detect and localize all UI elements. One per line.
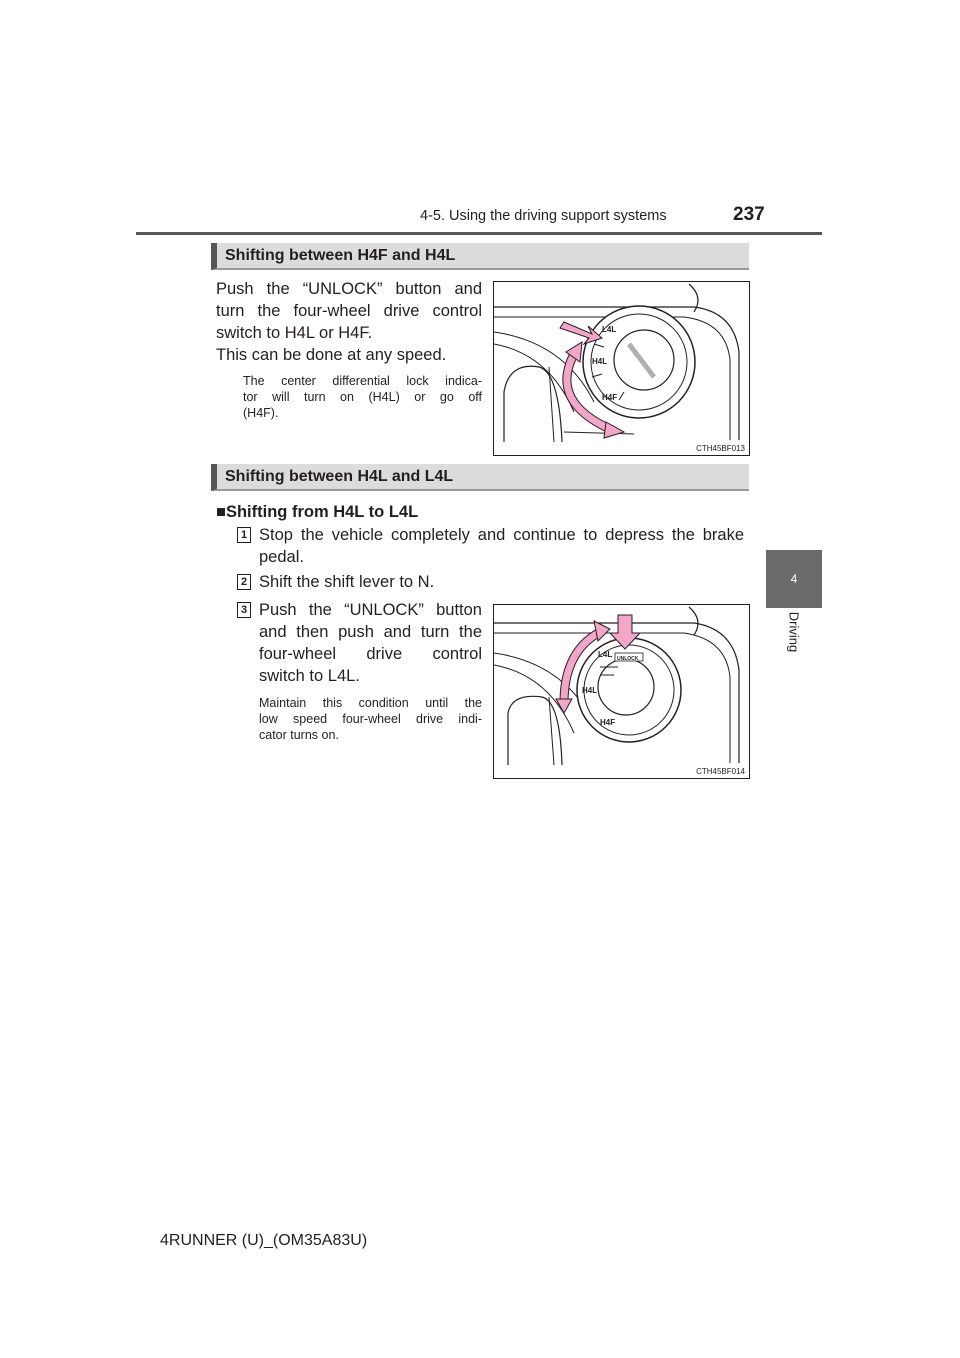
section1-note xyxy=(243,373,482,421)
paragraph-line: Push the “UNLOCK” button and xyxy=(216,280,482,298)
dial-illustration xyxy=(494,605,749,765)
step3-line: four-wheel drive control xyxy=(259,645,482,663)
step-number-3: 3 xyxy=(237,602,251,618)
dial-label-h4f: H4F xyxy=(602,393,618,402)
step3-line: switch to L4L. xyxy=(259,667,360,685)
step-number-1: 1 xyxy=(237,527,251,543)
chapter-tab xyxy=(766,550,822,608)
paragraph-line: This can be done at any speed. xyxy=(216,346,447,364)
step1-line: pedal. xyxy=(259,548,304,566)
note-line: (H4F). xyxy=(243,406,279,420)
dial-illustration xyxy=(494,282,749,442)
section1-paragraph xyxy=(216,278,482,366)
figure-h4f-h4l xyxy=(493,281,750,456)
page-number: 237 xyxy=(733,204,765,225)
step-number-2: 2 xyxy=(237,574,251,590)
paragraph-line: turn the four-wheel drive control xyxy=(216,302,482,320)
step3-note xyxy=(259,695,482,743)
step3-line: Push the “UNLOCK” button xyxy=(259,601,482,619)
step3-text xyxy=(259,599,482,687)
step2-text: Shift the shift lever to N. xyxy=(259,573,435,591)
figure-code: CTH45BF013 xyxy=(696,444,745,453)
header-section-title: 4-5. Using the driving support systems xyxy=(420,208,667,224)
section-heading-h4l-l4l: Shifting between H4L and L4L xyxy=(211,464,749,491)
note-line: Maintain this condition until the xyxy=(259,696,482,710)
dial-label-l4l: L4L xyxy=(602,325,617,334)
header-rule xyxy=(136,232,822,235)
figure-h4l-l4l xyxy=(493,604,750,779)
note-line: tor will turn on (H4L) or go off xyxy=(243,390,482,404)
note-line: The center differential lock indica- xyxy=(243,374,482,388)
subheading-h4l-to-l4l: ■Shifting from H4L to L4L xyxy=(216,503,419,521)
footer-model-code: 4RUNNER (U)_(OM35A83U) xyxy=(160,1232,368,1249)
figure-code: CTH45BF014 xyxy=(696,767,745,776)
dial-label-h4l: H4L xyxy=(592,357,608,366)
note-line: cator turns on. xyxy=(259,728,339,742)
chapter-number: 4 xyxy=(790,572,798,586)
dial-label-h4l: H4L xyxy=(582,686,598,695)
dial-label-h4f: H4F xyxy=(600,718,616,727)
section-heading-h4f-h4l: Shifting between H4F and H4L xyxy=(211,243,749,270)
chapter-label: Driving xyxy=(786,611,802,653)
step1-line: Stop the vehicle completely and continue to depress the brake xyxy=(259,526,744,544)
note-line: low speed four-wheel drive indi- xyxy=(259,712,482,726)
dial-label-unlock: UNLOCK xyxy=(617,656,639,662)
paragraph-line: switch to H4L or H4F. xyxy=(216,324,373,342)
step3-line: and then push and turn the xyxy=(259,623,482,641)
dial-label-l4l: L4L xyxy=(598,650,613,659)
step1-text xyxy=(259,524,744,568)
